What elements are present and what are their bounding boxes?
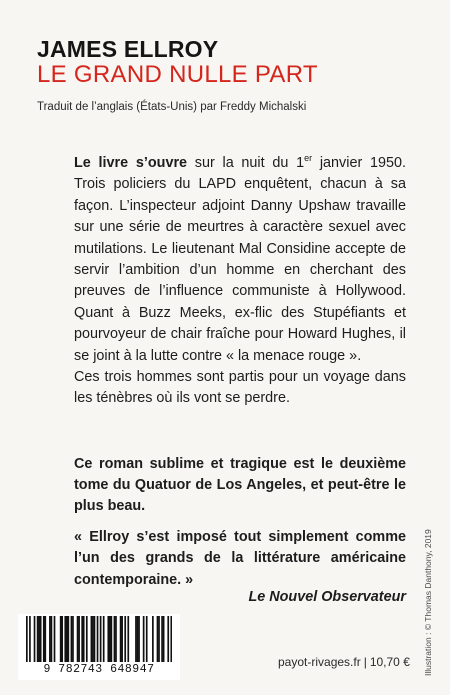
barcode-bar xyxy=(170,616,172,662)
barcode-bar xyxy=(61,616,63,662)
barcode-bar xyxy=(115,616,117,662)
synopsis-intro-rest: janvier 1950. Trois policiers du LAPD enquêtent, chacun à sa façon. L’inspecteur adjoint Danny Upshaw travaille sur une série de meurtres à caractère sexuel avec mutilations. Le lieutenant Mal Considine accepte de servir l’ambition d’un homme en cherchant des preuves de l’influence communiste à Hollywood. Quant à Buzz Meeks, ex-flic des Stupéfiants et pourvoyeur de chair fraîche pour Howard Hughes, il se joint à la lutte contre « la menace rouge ». xyxy=(74,155,406,364)
barcode-bar xyxy=(111,616,113,662)
barcode-bar xyxy=(127,616,129,662)
barcode-bar xyxy=(137,616,139,662)
barcode-bar xyxy=(29,616,31,662)
barcode-bar xyxy=(26,616,28,662)
barcode-bar xyxy=(72,616,74,662)
barcode-bar xyxy=(78,616,80,662)
barcode-bar xyxy=(114,616,116,662)
publisher-website[interactable]: payot-rivages.fr xyxy=(278,655,361,669)
barcode-bar xyxy=(124,616,126,662)
barcode-bar xyxy=(143,616,145,662)
barcode-bar xyxy=(91,616,93,662)
barcode-bar xyxy=(34,616,36,662)
barcode-bar xyxy=(37,616,39,662)
barcode-bar xyxy=(92,616,94,662)
synopsis xyxy=(74,153,406,410)
barcode-bar xyxy=(43,616,45,662)
price: 10,70 € xyxy=(369,655,410,669)
ordinal-superscript: er xyxy=(304,153,313,164)
barcode-bar xyxy=(107,616,109,662)
barcode-bar xyxy=(44,616,46,662)
barcode-digits: 9 782743 648947 xyxy=(43,663,155,676)
synopsis-closing: Ces trois hommes sont partis pour un voyage dans les ténèbres où ils vont se perdre. xyxy=(74,369,406,407)
barcode-bar xyxy=(163,616,165,662)
footer xyxy=(278,655,410,669)
barcode-bar xyxy=(67,616,69,662)
footer-separator: | xyxy=(363,655,367,669)
barcode-bar xyxy=(135,616,137,662)
isbn-barcode xyxy=(18,614,180,680)
barcode-bar xyxy=(83,616,85,662)
barcode-bar xyxy=(157,616,159,662)
barcode-bar xyxy=(161,616,163,662)
barcode-bar xyxy=(54,616,56,662)
press-quote: « Ellroy s’est imposé tout simplement comme l’un des grands de la littérature américaine contemporaine. » xyxy=(74,529,406,588)
book-author: JAMES ELLROY xyxy=(37,36,219,62)
synopsis-intro-start: sur la nuit du 1 xyxy=(187,155,305,171)
barcode-bar xyxy=(97,616,99,662)
barcode-bar xyxy=(138,616,140,662)
barcode-bar xyxy=(86,616,88,662)
barcode-bars xyxy=(26,616,172,662)
barcode-bar xyxy=(103,616,105,662)
synopsis-lead: Le livre s’ouvre xyxy=(74,155,188,171)
synopsis-paragraph xyxy=(74,153,406,367)
barcode-bar xyxy=(152,616,154,662)
barcode-bar xyxy=(120,616,122,662)
barcode-bar xyxy=(100,616,102,662)
barcode-bar xyxy=(109,616,111,662)
barcode-bar xyxy=(81,616,83,662)
barcode-bar xyxy=(51,616,53,662)
illustration-credit: Illustration : © Thomas Danthony, 2019 xyxy=(423,529,433,676)
book-title: LE GRAND NULLE PART xyxy=(37,61,318,88)
quote-source: Le Nouvel Observateur xyxy=(248,589,406,605)
barcode-bar xyxy=(146,616,148,662)
barcode-bar xyxy=(60,616,62,662)
barcode-bar xyxy=(64,616,66,662)
translator-credit: Traduit de l’anglais (États-Unis) par Freddy Michalski xyxy=(37,101,307,113)
barcode-bar xyxy=(121,616,123,662)
barcode-bar xyxy=(167,616,169,662)
barcode-bar xyxy=(158,616,160,662)
barcode-bar xyxy=(38,616,40,662)
barcode-bar xyxy=(66,616,68,662)
barcode-bar xyxy=(77,616,79,662)
blurb: Ce roman sublime et tragique est le deuxième tome du Quatuor de Los Angeles, et peut-être le plus beau. xyxy=(74,456,406,515)
barcode-bar xyxy=(94,616,96,662)
barcode-bar xyxy=(49,616,51,662)
barcode-bar xyxy=(40,616,42,662)
barcode-bar xyxy=(71,616,73,662)
